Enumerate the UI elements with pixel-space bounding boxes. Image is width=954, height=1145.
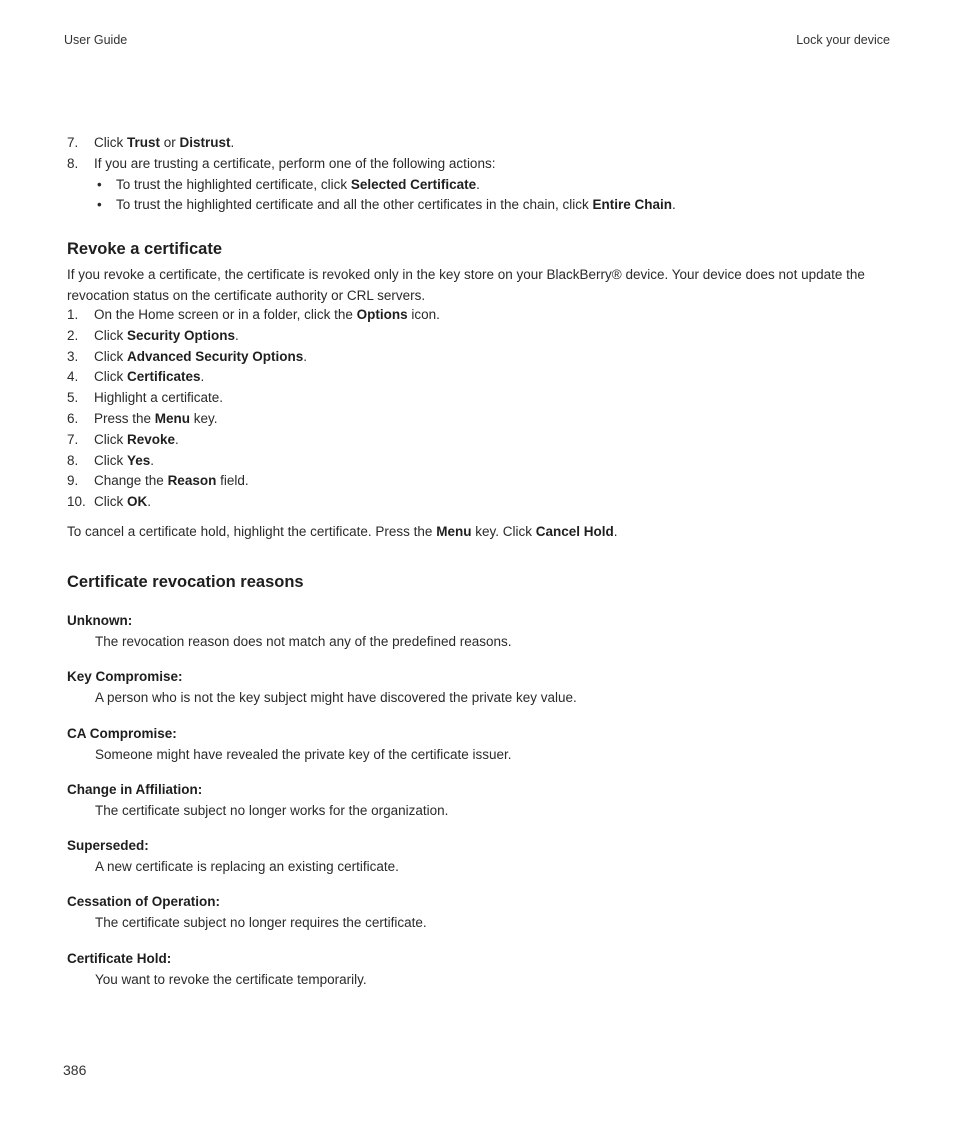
reason-term: Cessation of Operation:	[67, 894, 221, 910]
step-text: Click OK.	[94, 494, 152, 510]
section-heading-revoke: Revoke a certificate	[67, 240, 223, 258]
reason-definition: The certificate subject no longer requires the certificate.	[95, 915, 427, 931]
list-item	[67, 326, 897, 347]
step-text: Change the Reason field.	[94, 473, 249, 489]
list-item	[67, 388, 897, 409]
reason-definition: You want to revoke the certificate temporarily.	[95, 971, 367, 987]
list-item	[67, 367, 897, 388]
reason-term: Unknown:	[67, 613, 133, 628]
step-number: 3.	[67, 348, 79, 364]
step-text: Click Certificates.	[94, 369, 205, 385]
revoke-intro-paragraph: If you revoke a certificate, the certificate is revoked only in the key store on your BlackBerry® device. Your device does not update the revocation status on the certificate authority or CRL servers.	[67, 267, 865, 303]
list-item	[67, 430, 897, 451]
reason-definition: A person who is not the key subject might have discovered the private key value.	[95, 690, 577, 706]
list-item	[67, 305, 897, 326]
reason-term: Superseded:	[67, 838, 149, 854]
step-text: If you are trusting a certificate, perform one of the following actions:	[94, 155, 496, 171]
reason-term: CA Compromise:	[67, 725, 177, 741]
reason-term: Certificate Hold:	[67, 950, 172, 966]
step-text: Click Yes.	[94, 452, 155, 468]
step-number: 7.	[67, 431, 79, 447]
step-text: Click Security Options.	[94, 327, 239, 343]
step-number: 9.	[67, 473, 79, 489]
reason-definition: The revocation reason does not match any of the predefined reasons.	[95, 634, 512, 649]
step-text: On the Home screen or in a folder, click the Options icon.	[94, 307, 440, 322]
bullet-text: To trust the highlighted certificate and all the other certificates in the chain, click Entire Chain.	[116, 197, 676, 213]
reason-definition: Someone might have revealed the private key of the certificate issuer.	[95, 746, 512, 762]
step-text: Highlight a certificate.	[94, 390, 224, 406]
bullet-icon: •	[97, 197, 102, 213]
list-item	[67, 451, 897, 472]
list-item	[67, 347, 897, 368]
reason-term: Change in Affiliation:	[67, 781, 203, 797]
step-number: 4.	[67, 369, 79, 385]
reason-term: Key Compromise:	[67, 669, 183, 685]
step-number: 1.	[67, 307, 79, 322]
section-heading-reasons: Certificate revocation reasons	[67, 573, 304, 591]
page-number: 386	[63, 1062, 87, 1078]
bullet-icon: •	[97, 176, 102, 192]
list-item	[67, 154, 897, 175]
reason-definition: A new certificate is replacing an existing certificate.	[95, 859, 399, 875]
bullet-item	[67, 175, 897, 196]
continued-steps-list	[67, 133, 897, 216]
reasons-definition-list	[67, 610, 897, 1004]
step-text: Click Revoke.	[94, 431, 179, 447]
running-header-section: Lock your device	[796, 33, 890, 47]
list-item	[67, 471, 897, 492]
cancel-hold-note: To cancel a certificate hold, highlight the certificate. Press the Menu key. Click Cancel Hold.	[67, 524, 618, 539]
step-number: 8.	[67, 452, 79, 468]
list-item	[67, 133, 897, 154]
step-text: Click Advanced Security Options.	[94, 348, 308, 364]
running-header-title: User Guide	[64, 33, 128, 47]
bullet-text: To trust the highlighted certificate, click Selected Certificate.	[116, 176, 480, 192]
list-item	[67, 409, 897, 430]
step-text: Press the Menu key.	[94, 410, 218, 426]
step-text: Click Trust or Distrust.	[94, 135, 235, 150]
step-number: 7.	[67, 135, 79, 150]
step-number: 8.	[67, 155, 79, 171]
revoke-steps-list	[67, 305, 897, 513]
step-number: 6.	[67, 410, 79, 426]
list-item	[67, 492, 897, 513]
bullet-item	[67, 195, 897, 216]
step-number: 10.	[67, 494, 86, 510]
step-number: 5.	[67, 390, 79, 406]
step-number: 2.	[67, 327, 79, 343]
reason-definition: The certificate subject no longer works for the organization.	[95, 802, 449, 818]
